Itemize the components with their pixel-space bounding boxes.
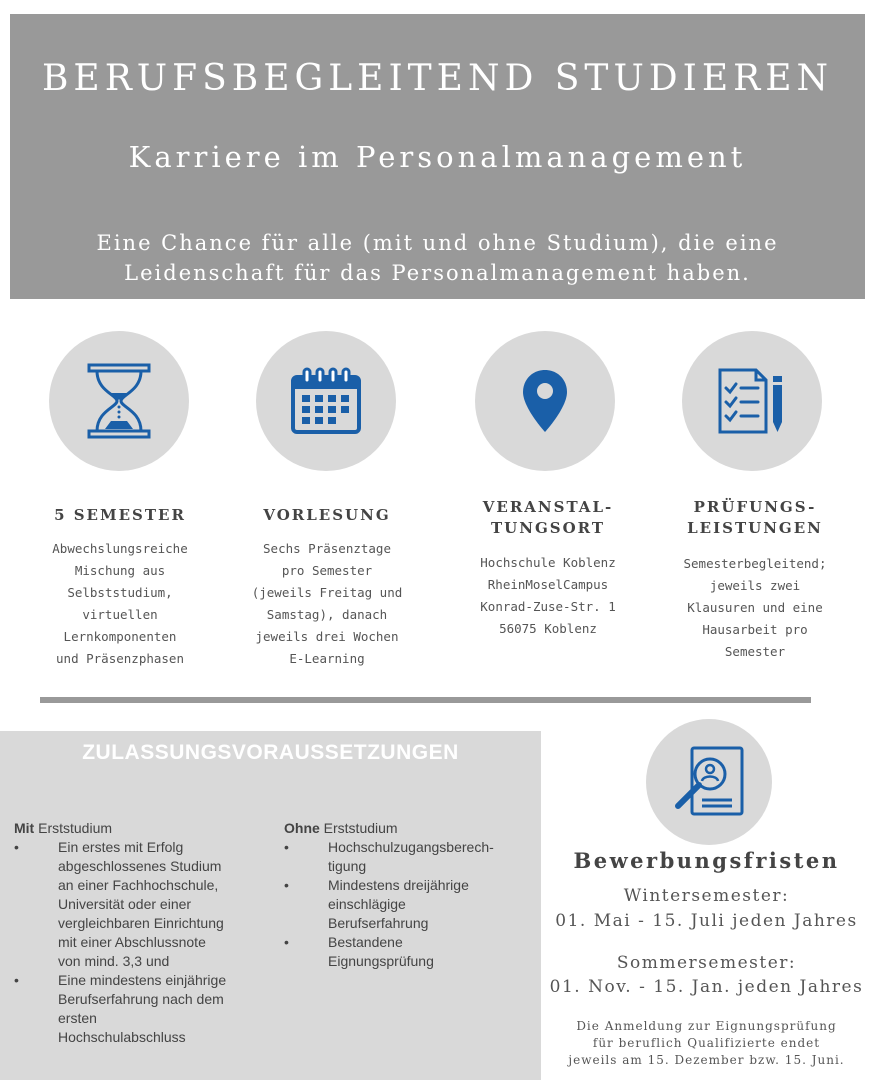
list-item-line: Hochschulabschluss bbox=[58, 1029, 186, 1045]
list-item-line: ersten bbox=[58, 1010, 97, 1026]
list-item-line: an einer Fachhochschule, bbox=[58, 877, 219, 893]
summer-label: Sommersemester: bbox=[616, 953, 797, 973]
tagline-line: Eine Chance für alle (mit und ohne Studium), die eine bbox=[96, 231, 779, 255]
bullet: • bbox=[14, 839, 19, 855]
section-divider bbox=[40, 697, 811, 703]
list-item-line: Berufserfahrung nach dem bbox=[58, 991, 224, 1007]
calendar-icon bbox=[290, 367, 362, 435]
feature-text-line: Klausuren und eine bbox=[687, 600, 823, 615]
feature-text-line: Mischung aus bbox=[74, 563, 166, 578]
feature-circle-location bbox=[475, 331, 615, 471]
tagline-line: Leidenschaft für das Personalmanagement haben. bbox=[124, 261, 751, 285]
feature-circle-exams bbox=[682, 331, 822, 471]
feature-text-line: Semester bbox=[724, 644, 786, 659]
location-pin-icon bbox=[521, 368, 569, 434]
feature-text-line: Samstag), danach bbox=[266, 607, 388, 622]
list-item bbox=[14, 838, 274, 971]
feature-circle-semester bbox=[49, 331, 189, 471]
list-item-line: vergleichbaren Einrichtung bbox=[58, 915, 224, 931]
feature-text-line: Hausarbeit pro bbox=[702, 622, 808, 637]
bullet: • bbox=[14, 972, 19, 988]
requirements-without-degree bbox=[284, 819, 529, 971]
list-item bbox=[284, 876, 529, 933]
feature-title-semester bbox=[20, 505, 220, 526]
deadline-title: Bewerbungsfristen bbox=[573, 848, 840, 873]
feature-text-location bbox=[448, 552, 648, 640]
list-item-line: Eine mindestens einjährige bbox=[58, 972, 227, 988]
list-item bbox=[14, 971, 274, 1047]
deadline-note bbox=[541, 1018, 872, 1069]
list-item-line: Eignungsprüfung bbox=[328, 953, 434, 969]
feature-title-line: VERANSTAL- bbox=[482, 498, 614, 516]
feature-title-location bbox=[448, 497, 648, 539]
heading-rest: Erststudium bbox=[319, 820, 398, 836]
requirements-without-heading bbox=[284, 819, 529, 838]
list-item-line: einschlägige bbox=[328, 896, 406, 912]
feature-title-line: LEISTUNGEN bbox=[687, 519, 823, 537]
feature-text-line: Semesterbegleitend; bbox=[683, 556, 827, 571]
feature-text-line: RheinMoselCampus bbox=[487, 577, 609, 592]
feature-title-lecture bbox=[227, 505, 427, 526]
list-item-line: von mind. 3,3 und bbox=[58, 953, 170, 969]
deadline-circle bbox=[646, 719, 772, 845]
feature-text-line: jeweils drei Wochen bbox=[255, 629, 399, 644]
feature-text-line: und Präsenzphasen bbox=[56, 651, 184, 666]
list-item-line: Hochschulzugangsberech- bbox=[328, 839, 494, 855]
tagline bbox=[30, 228, 845, 288]
list-item-line: Bestandene bbox=[328, 934, 403, 950]
list-item-line: Berufserfahrung bbox=[328, 915, 429, 931]
list-item-line: tigung bbox=[328, 858, 367, 874]
note-line: für beruflich Qualifizierte endet bbox=[592, 1036, 821, 1050]
bullet: • bbox=[284, 877, 289, 893]
feature-text-semester bbox=[20, 538, 220, 670]
requirements-title: ZULASSUNGSVORAUSSETZUNGEN bbox=[82, 741, 459, 764]
feature-text-line: E-Learning bbox=[289, 651, 365, 666]
list-item-line: mit einer Abschlussnote bbox=[58, 934, 206, 950]
heading-bold: Ohne bbox=[284, 820, 320, 836]
requirements-with-degree bbox=[14, 819, 274, 1047]
winter-label: Wintersemester: bbox=[623, 886, 790, 906]
feature-title-exams bbox=[655, 497, 855, 539]
feature-text-line: Abwechslungsreiche bbox=[52, 541, 188, 556]
bullet: • bbox=[284, 839, 289, 855]
feature-text-line: Hochschule Koblenz bbox=[480, 555, 616, 570]
note-line: jeweils am 15. Dezember bzw. 15. Juni. bbox=[568, 1053, 845, 1067]
page-subtitle: Karriere im Personalmanagement bbox=[128, 140, 747, 174]
feature-text-line: jeweils zwei bbox=[709, 578, 801, 593]
list-item-line: Universität oder einer bbox=[58, 896, 192, 912]
feature-text-line: Selbststudium, bbox=[67, 585, 173, 600]
heading-rest: Erststudium bbox=[34, 820, 113, 836]
note-line: Die Anmeldung zur Eignungsprüfung bbox=[576, 1019, 837, 1033]
feature-title-line: TUNGSORT bbox=[490, 519, 606, 537]
feature-text-line: (jeweils Freitag und bbox=[251, 585, 403, 600]
feature-text-line: Lernkomponenten bbox=[63, 629, 177, 644]
feature-title-line: 5 SEMESTER bbox=[54, 506, 186, 524]
header-banner bbox=[10, 14, 865, 299]
requirements-without-list bbox=[284, 838, 529, 971]
list-item-line: abgeschlossenes Studium bbox=[58, 858, 222, 874]
feature-text-exams bbox=[655, 553, 855, 663]
list-item bbox=[284, 933, 529, 971]
feature-text-line: pro Semester bbox=[281, 563, 373, 578]
feature-text-line: 56075 Koblenz bbox=[499, 621, 597, 636]
requirements-with-list bbox=[14, 838, 274, 1047]
page-title: BERUFSBEGLEITEND STUDIEREN bbox=[41, 58, 834, 99]
requirements-with-heading bbox=[14, 819, 274, 838]
summer-dates: 01. Nov. - 15. Jan. jeden Jahres bbox=[549, 977, 864, 997]
feature-circle-lecture bbox=[256, 331, 396, 471]
list-item-line: Mindestens dreijährige bbox=[328, 877, 469, 893]
feature-title-line: VORLESUNG bbox=[263, 506, 391, 524]
feature-text-line: virtuellen bbox=[82, 607, 158, 622]
feature-text-line: Konrad-Zuse-Str. 1 bbox=[480, 599, 616, 614]
feature-text-lecture bbox=[227, 538, 427, 670]
bullet: • bbox=[284, 934, 289, 950]
feature-title-line: PRÜFUNGS- bbox=[693, 498, 817, 516]
hourglass-icon bbox=[87, 363, 151, 439]
requirements-box bbox=[0, 731, 541, 1080]
list-item-line: Ein erstes mit Erfolg bbox=[58, 839, 184, 855]
heading-bold: Mit bbox=[14, 820, 35, 836]
list-item bbox=[284, 838, 529, 876]
feature-text-line: Sechs Präsenztage bbox=[263, 541, 391, 556]
winter-dates: 01. Mai - 15. Juli jeden Jahres bbox=[555, 911, 858, 931]
checklist-icon bbox=[716, 366, 788, 436]
application-search-icon bbox=[672, 744, 746, 820]
